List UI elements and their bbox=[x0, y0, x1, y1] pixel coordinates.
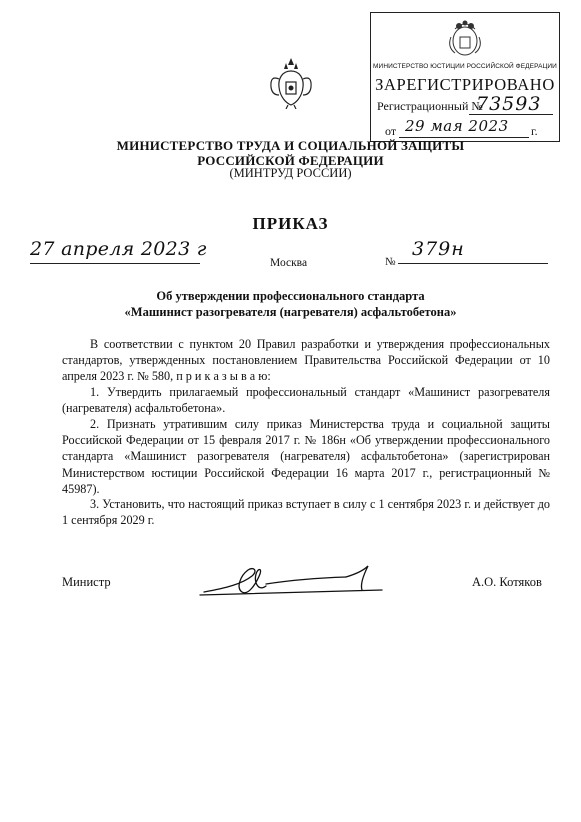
ministry-name-line2: РОССИЙСКОЙ ФЕДЕРАЦИИ bbox=[197, 153, 384, 168]
stamp-reg-number-value: 73593 bbox=[476, 93, 542, 115]
body-paragraph-item-1: 1. Утвердить прилагаемый профессиональный стандарт «Машинист разогревателя (нагревателя) асфальтобетона». bbox=[62, 385, 550, 416]
document-date-handwritten: 27 апреля 2023 г bbox=[30, 238, 207, 260]
city-label: Москва bbox=[270, 257, 308, 269]
stamp-date-value: 29 мая 2023 bbox=[405, 117, 509, 135]
registration-stamp bbox=[370, 12, 560, 142]
stamp-registered-label: ЗАРЕГИСТРИРОВАНО bbox=[375, 75, 555, 94]
stamp-ministry-name: МИНИСТЕРСТВО ЮСТИЦИИ РОССИЙСКОЙ ФЕДЕРАЦИИ bbox=[373, 63, 557, 70]
document-title-line1: Об утверждении профессионального стандарта bbox=[156, 289, 425, 303]
stamp-reg-number-label: Регистрационный № bbox=[377, 99, 483, 113]
handwritten-signature bbox=[196, 562, 386, 598]
ministry-name-line1: МИНИСТЕРСТВО ТРУДА И СОЦИАЛЬНОЙ ЗАЩИТЫ bbox=[116, 138, 465, 153]
stamp-date-suffix: г. bbox=[531, 124, 538, 138]
document-number-handwritten: 379н bbox=[412, 238, 465, 260]
document-type-heading: ПРИКАЗ bbox=[252, 214, 329, 233]
document-date-underline bbox=[30, 263, 200, 264]
body-paragraph-item-3: 3. Установить, что настоящий приказ вступает в силу с 1 сентября 2023 г. и действует до 1 сентября 2029 г. bbox=[62, 497, 550, 528]
document-title-line2: «Машинист разогревателя (нагревателя) асфальтобетона» bbox=[124, 305, 457, 319]
body-paragraph-item-2: 2. Признать утратившим силу приказ Министерства труда и социальной защиты Российской Федерации от 15 февраля 2017 г. № 186н «Об утверждении профессионального стандарта «Машинист разогревателя (нагревателя) асфальтобетона» (зарегистрирован Министерством юстиции Российской Федерации 16 марта 2017 г., регистрационный № 45987). bbox=[62, 417, 550, 496]
document-number-label: № bbox=[385, 256, 396, 268]
coat-of-arms-icon bbox=[443, 17, 487, 61]
stamp-date-prefix: от bbox=[385, 124, 397, 138]
stamp-reg-number-underline bbox=[469, 114, 553, 115]
coat-of-arms-icon bbox=[268, 57, 314, 109]
document-number-underline bbox=[398, 263, 548, 264]
ministry-short-name: (МИНТРУД РОССИИ) bbox=[229, 166, 352, 180]
body-paragraph-preamble: В соответствии с пунктом 20 Правил разработки и утверждения профессиональных стандартов, утвержденных постановлением Правительства Российской Федерации от 10 апреля 2023 г. № 580, п р и к а з ы в а ю: bbox=[62, 337, 550, 384]
signer-name: А.О. Котяков bbox=[472, 575, 542, 589]
signer-position: Министр bbox=[62, 575, 111, 589]
